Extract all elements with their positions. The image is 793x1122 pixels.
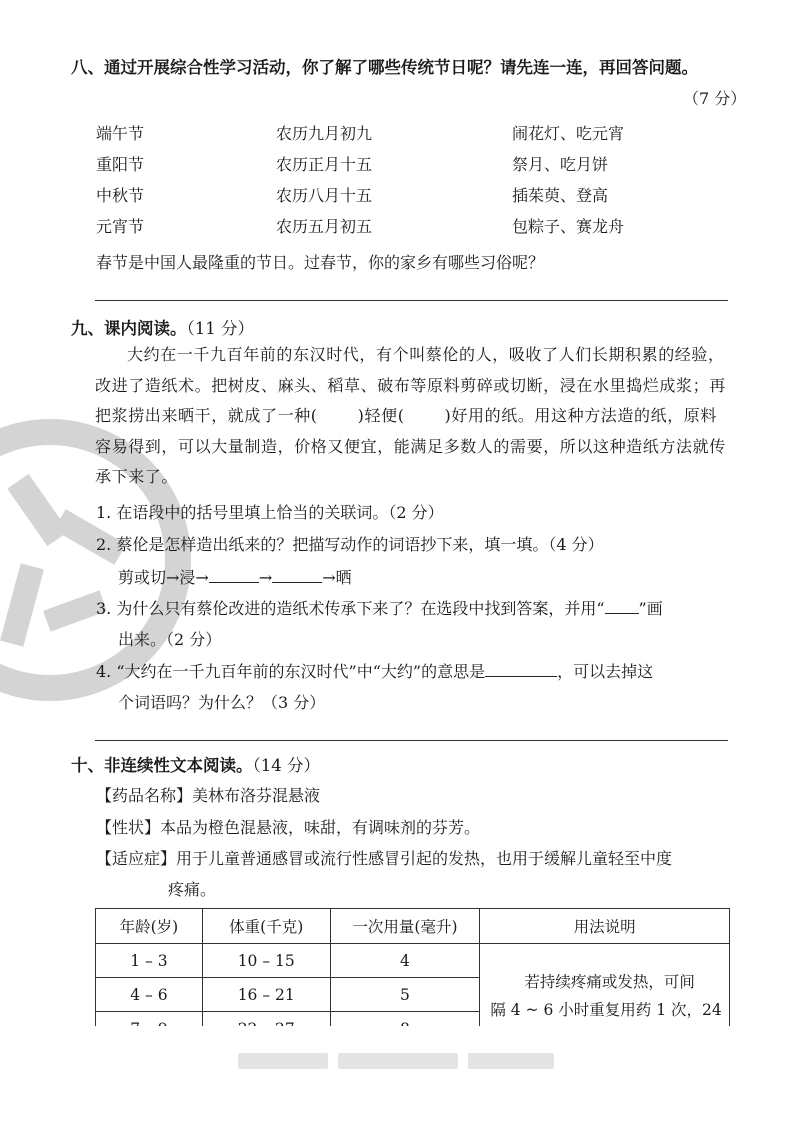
q9-sub2: 2. 蔡伦是怎样造出纸来的？把描写动作的词语抄下来，填一填。（4 分） <box>96 535 604 554</box>
festival-item: 端午节 <box>96 124 145 143</box>
fill-blank-2[interactable] <box>272 568 322 583</box>
date-item: 农历九月初九 <box>276 124 373 143</box>
festival-item: 中秋节 <box>96 186 145 205</box>
table-cell: 4 <box>330 944 480 978</box>
q9-passage <box>95 340 731 493</box>
date-item: 农历正月十五 <box>276 155 373 174</box>
fill-end: →晒 <box>322 568 352 587</box>
table-header: 年龄(岁) <box>96 909 203 944</box>
drug-name-label: 【药品名称】 <box>96 786 193 805</box>
usage-line: 若持续疼痛或发热，可间 <box>524 973 695 991</box>
drug-prop-value: 本品为橙色混悬液，味甜，有调味剂的芬芳。 <box>160 818 481 837</box>
blurred-footer <box>238 1053 328 1069</box>
drug-ind-value: 用于儿童普通感冒或流行性感冒引起的发热，也用于缓解儿童轻至中度 <box>176 849 673 868</box>
q9-header <box>71 315 254 339</box>
table-cell: 4 – 6 <box>96 978 203 1012</box>
custom-item: 祭月、吃月饼 <box>512 155 609 174</box>
table-cell: 1 – 3 <box>96 944 203 978</box>
answer-line <box>95 300 728 301</box>
passage-part: )好用的纸。用这种方法造的纸，原料容易得到，可以大量制造，价格又便宜，能满足多数人的需要，所以这种造纸方法就传承下来了。 <box>95 406 726 486</box>
drug-indication <box>96 846 672 869</box>
drug-name-value: 美林布洛芬混悬液 <box>192 786 321 805</box>
passage-part: )轻便( <box>357 406 405 425</box>
custom-item: 闹花灯、吃元宵 <box>512 124 625 143</box>
table-header: 用法说明 <box>480 909 730 944</box>
drug-properties <box>96 815 480 838</box>
q9-sub4-cont: 个词语吗？为什么？（3 分） <box>118 693 326 712</box>
table-header: 一次用量(毫升) <box>330 909 480 944</box>
table-header: 体重(千克) <box>202 909 330 944</box>
q9-sub3 <box>96 596 663 619</box>
table-cell: 5 <box>330 978 480 1012</box>
q10-title: 十、非连续性文本阅读。 <box>71 756 253 775</box>
q10-header <box>71 752 320 776</box>
festival-item: 元宵节 <box>96 217 145 236</box>
drug-ind-label: 【适应症】 <box>96 849 177 868</box>
custom-item: 包粽子、赛龙舟 <box>512 217 625 236</box>
passage-part: 大约在一千九百年前的东汉时代，有个叫蔡伦的人，吸收了人们长期积累的经验，改进了造纸术。把树皮、麻头、稻草、破布等原料剪碎或切断，浸在水里捣烂成浆；再把浆捞出来晒干，就成了一种( <box>95 345 726 425</box>
q9-sub3-cont: 出来。（2 分） <box>118 630 222 649</box>
sub4-text: ，可以去掉这 <box>557 662 654 681</box>
q9-score: （11 分） <box>186 319 254 338</box>
answer-line <box>95 740 728 741</box>
q9-sub1: 1. 在语段中的括号里填上恰当的关联词。（2 分） <box>96 503 444 522</box>
usage-line: 隔 4 ~ 6 小时重复用药 1 次，24 <box>490 1001 722 1019</box>
date-item: 农历八月十五 <box>276 186 373 205</box>
date-item: 农历五月初五 <box>276 217 373 236</box>
fill-start: 剪或切→浸→ <box>118 568 209 587</box>
sub3-text: ”画 <box>638 599 663 618</box>
custom-item: 插茱萸、登高 <box>512 186 609 205</box>
fill-arrow: → <box>258 568 273 587</box>
table-cell: 16 – 21 <box>202 978 330 1012</box>
drug-name <box>96 783 320 806</box>
drug-indication-cont: 疼痛。 <box>168 880 217 899</box>
drug-prop-label: 【性状】 <box>96 818 161 837</box>
blurred-footer <box>338 1053 458 1069</box>
fill-blank-1[interactable] <box>209 568 259 583</box>
festival-item: 重阳节 <box>96 155 145 174</box>
q10-score: （14 分） <box>252 756 320 775</box>
sub3-text: 3. 为什么只有蔡伦改进的造纸术传承下来了？在选段中找到答案，并用“ <box>96 599 605 618</box>
blurred-footer <box>468 1053 554 1069</box>
q8-question: 春节是中国人最隆重的节日。过春节，你的家乡有哪些习俗呢？ <box>96 253 545 272</box>
table-cell: 10 – 15 <box>202 944 330 978</box>
table-header-row <box>96 909 730 944</box>
q9-sub2-fill <box>118 565 352 588</box>
meaning-blank[interactable] <box>485 662 557 677</box>
sub4-text: 4. “大约在一千九百年前的东汉时代”中“大约”的意思是 <box>96 662 486 681</box>
underline-sample <box>605 599 639 614</box>
q8-title: 八、通过开展综合性学习活动，你了解了哪些传统节日呢？请先连一连，再回答问题。 <box>71 58 698 77</box>
q9-sub4 <box>96 659 653 682</box>
page-bottom-mask <box>0 1026 793 1122</box>
q8-score: （7 分） <box>683 89 747 108</box>
table-row <box>96 944 730 978</box>
q9-title: 九、课内阅读。 <box>71 319 187 338</box>
